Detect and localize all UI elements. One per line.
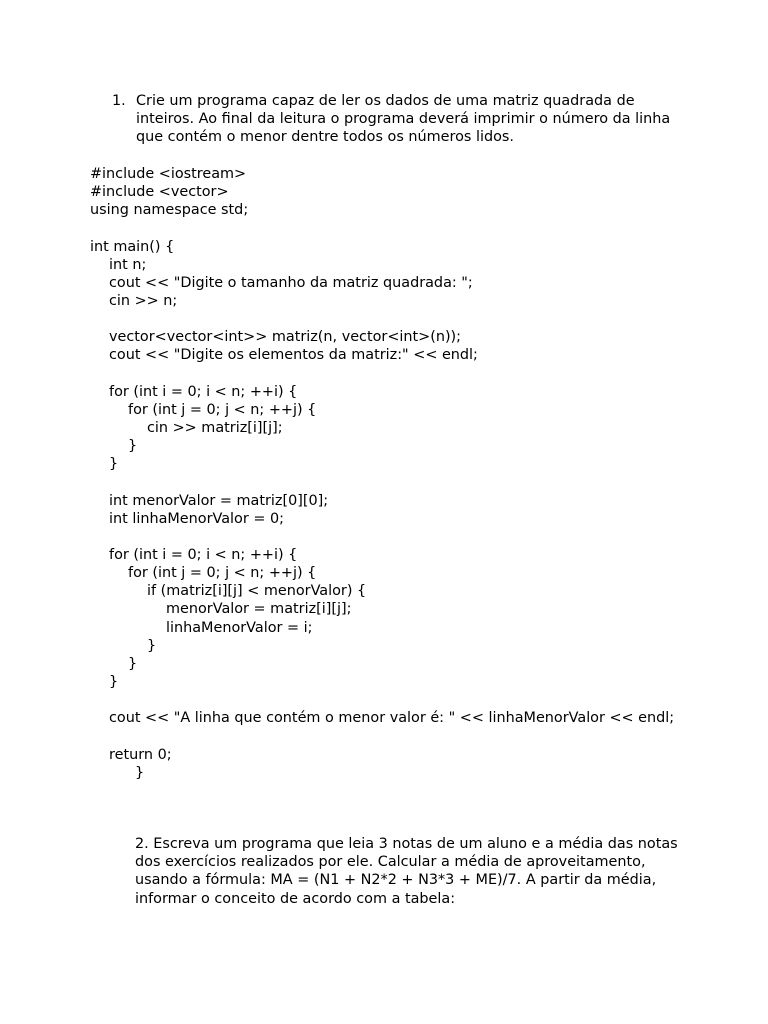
- code-line-close-brace: }: [109, 673, 119, 690]
- code-line-declare-n: int n;: [109, 256, 147, 273]
- code-line-print-result: cout << "A linha que contém o menor valor é: " << linhaMenorValor << endl;: [109, 710, 675, 727]
- code-line-main: int main() {: [90, 238, 175, 255]
- code-line-read-element: cin >> matriz[i][j];: [147, 419, 283, 436]
- code-line-assign-linha: linhaMenorValor = i;: [166, 619, 313, 636]
- code-line-menor-valor: int menorValor = matriz[0][0];: [109, 492, 329, 509]
- code-line-return: return 0;: [109, 746, 172, 763]
- question-1-number: 1.: [112, 93, 126, 109]
- code-line-close-main: }: [135, 764, 145, 781]
- code-blank-line: [90, 473, 690, 491]
- code-line-linha-menor-valor: int linhaMenorValor = 0;: [109, 510, 284, 527]
- question-1: [112, 92, 692, 147]
- code-blank-line: [90, 219, 690, 237]
- code-line-for-i: for (int i = 0; i < n; ++i) {: [109, 383, 298, 400]
- code-line-close-brace: }: [109, 456, 119, 473]
- code-blank-line: [90, 365, 690, 383]
- code-line-for-j: for (int j = 0; j < n; ++j) {: [128, 565, 317, 582]
- code-line-using-namespace: using namespace std;: [90, 202, 249, 219]
- code-line-close-brace: }: [128, 438, 138, 455]
- code-line-for-j: for (int j = 0; j < n; ++j) {: [128, 401, 317, 418]
- code-line-close-brace: }: [147, 637, 157, 654]
- code-line-declare-matrix: vector<vector<int>> matriz(n, vector<int>(n));: [109, 329, 462, 346]
- code-blank-line: [90, 727, 690, 745]
- code-line-close-brace: }: [128, 655, 138, 672]
- code-blank-line: [90, 310, 690, 328]
- code-line-for-i: for (int i = 0; i < n; ++i) {: [109, 546, 298, 563]
- question-2-text: 2. Escreva um programa que leia 3 notas de um aluno e a média das notas dos exercícios realizados por ele. Calcular a média de aproveitamento, usando a fórmula: MA = (N1 + N2*2 + N3*3 + ME)/7. A partir da média, informar o conceito de acordo com a tabela:: [135, 836, 678, 907]
- code-blank-line: [90, 691, 690, 709]
- code-block: [90, 165, 690, 782]
- code-line-prompt-elements: cout << "Digite os elementos da matriz:" << endl;: [109, 347, 478, 364]
- code-line-include-vector: #include <vector>: [90, 184, 229, 201]
- question-1-text: Crie um programa capaz de ler os dados de uma matriz quadrada de inteiros. Ao final da leitura o programa deverá imprimir o número da linha que contém o menor dentre todos os números lidos.: [136, 93, 671, 146]
- code-line-read-n: cin >> n;: [109, 292, 178, 309]
- code-line-assign-menor: menorValor = matriz[i][j];: [166, 601, 352, 618]
- code-line-prompt-size: cout << "Digite o tamanho da matriz quadrada: ";: [109, 274, 473, 291]
- code-line-if-compare: if (matriz[i][j] < menorValor) {: [147, 583, 367, 600]
- code-line-include-iostream: #include <iostream>: [90, 166, 247, 182]
- code-blank-line: [90, 528, 690, 546]
